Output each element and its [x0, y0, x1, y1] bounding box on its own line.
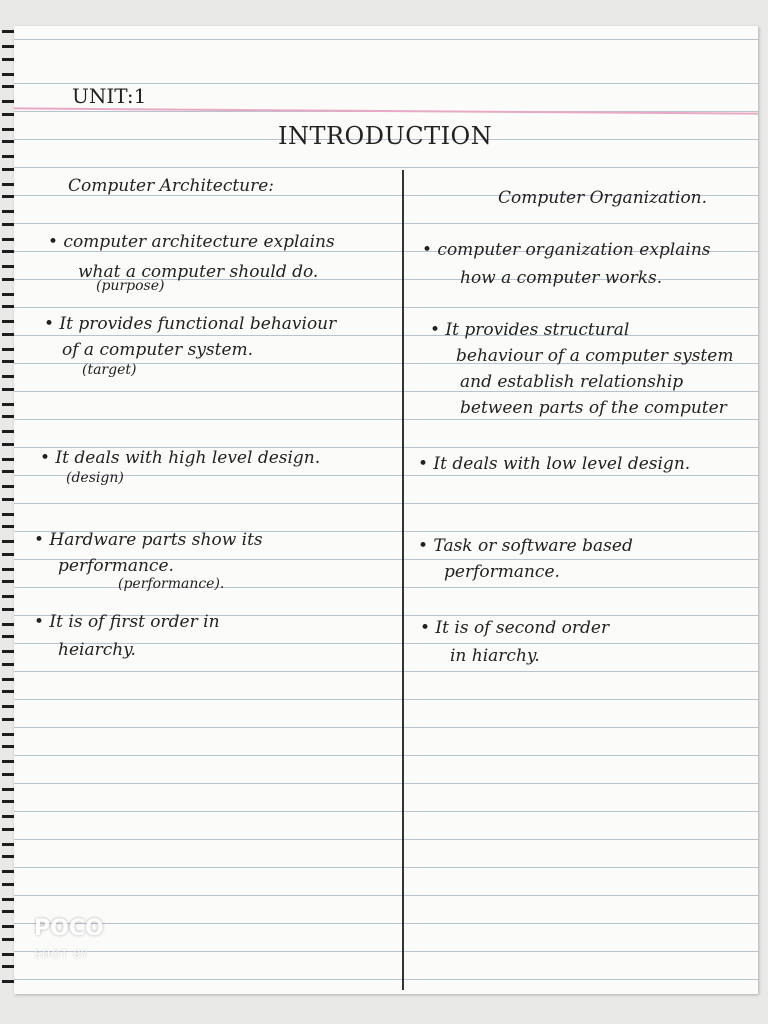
right-point-5-line-2: in hiarchy.: [450, 646, 540, 666]
right-point-4-line-2: performance.: [444, 562, 560, 582]
left-point-3-line-1: • It deals with high level design.: [40, 448, 321, 468]
right-point-5-line-1: • It is of second order: [420, 618, 610, 638]
right-point-2-line-3: and establish relationship: [460, 372, 684, 392]
left-point-1-line-2: what a computer should do.: [78, 262, 319, 282]
left-point-2-line-2: of a computer system.: [62, 340, 254, 360]
left-point-2-note: (target): [82, 362, 137, 378]
column-divider: [402, 170, 404, 990]
right-point-2-line-1: • It provides structural: [430, 320, 630, 340]
left-point-1-line-1: • computer architecture explains: [48, 232, 335, 252]
camera-watermark-logo: POCO: [34, 916, 104, 941]
unit-label: UNIT:1: [72, 84, 147, 108]
right-point-2-line-2: behaviour of a computer system: [456, 346, 734, 366]
left-point-5-line-1: • It is of first order in: [34, 612, 220, 632]
left-point-1-note: (purpose): [96, 278, 165, 294]
right-point-1-line-1: • computer organization explains: [422, 240, 711, 260]
margin-line: [14, 107, 758, 114]
right-column-heading: Computer Organization.: [498, 188, 708, 208]
notebook-page: [14, 26, 758, 994]
left-point-4-line-2: performance.: [58, 556, 174, 576]
right-point-2-line-4: between parts of the computer: [460, 398, 727, 418]
right-point-3-line-1: • It deals with low level design.: [418, 454, 691, 474]
left-column-heading: Computer Architecture:: [68, 176, 275, 196]
left-point-4-note: (performance).: [118, 576, 225, 592]
left-point-4-line-1: • Hardware parts show its: [34, 530, 263, 550]
page-title: INTRODUCTION: [278, 122, 493, 150]
right-point-1-line-2: how a computer works.: [460, 268, 663, 288]
camera-watermark-subtitle: SHOT BY: [34, 948, 89, 961]
right-point-4-line-1: • Task or software based: [418, 536, 633, 556]
left-point-2-line-1: • It provides functional behaviour: [44, 314, 337, 334]
left-point-3-note: (design): [66, 470, 124, 486]
left-point-5-line-2: heiarchy.: [58, 640, 136, 660]
